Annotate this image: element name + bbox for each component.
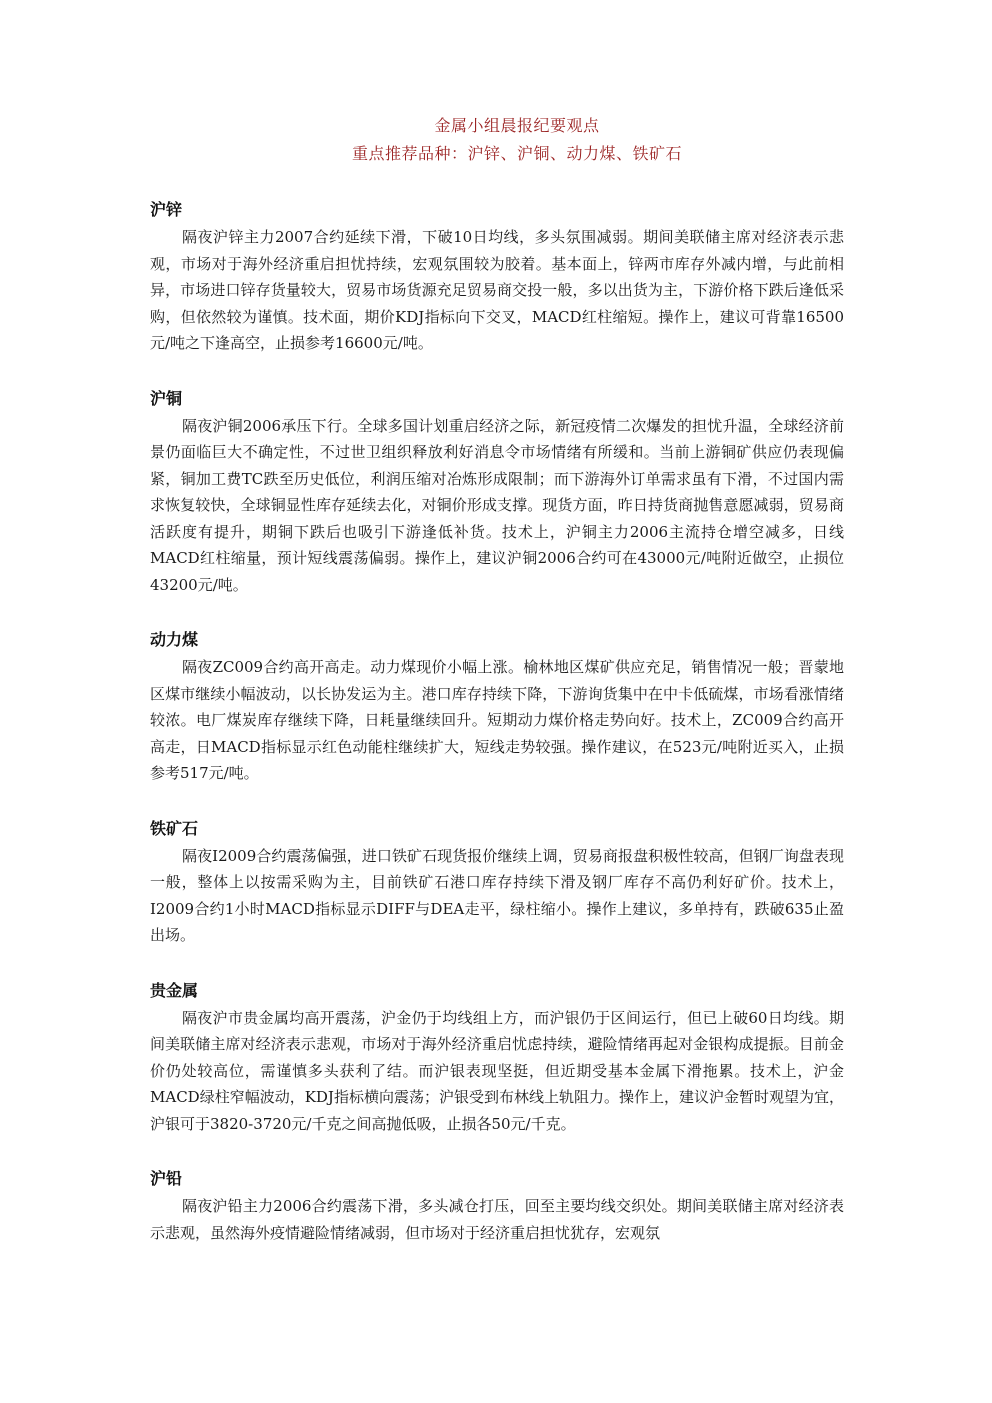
section-body: 隔夜沪铅主力2006合约震荡下滑，多头减仓打压，回至主要均线交织处。期间美联储主席对经济表示悲观，虽然海外疫情避险情绪减弱，但市场对于经济重启担忧犹存，宏观氛 — [150, 1197, 844, 1242]
section-copper — [150, 385, 844, 599]
section-thermal-coal — [150, 626, 844, 787]
section-title: 沪铅 — [150, 1169, 183, 1188]
section-title: 动力煤 — [150, 630, 199, 649]
section-body: 隔夜沪铜2006承压下行。全球多国计划重启经济之际，新冠疫情二次爆发的担忧升温，全球经济前景仍面临巨大不确定性，不过世卫组织释放利好消息令市场情绪有所缓和。当前上游铜矿供应仍表现偏紧，铜加工费TC跌至历史低位，利润压缩对冶炼形成限制；而下游海外订单需求虽有下滑，不过国内需求恢复较快，全球铜显性库存延续去化，对铜价形成支撑。现货方面，昨日持货商抛售意愿减弱，贸易商活跃度有提升，期铜下跌后也吸引下游逢低补货。技术上，沪铜主力2006主流持仓增空减多，日线MACD红柱缩量，预计短线震荡偏弱。操作上，建议沪铜2006合约可在43000元/吨附近做空，止损位43200元/吨。 — [150, 416, 844, 594]
section-precious-metals — [150, 977, 844, 1138]
section-body: 隔夜沪市贵金属均高开震荡，沪金仍于均线组上方，而沪银仍于区间运行，但已上破60日均线。期间美联储主席对经济表示悲观，市场对于海外经济重启忧虑持续，避险情绪再起对金银构成提振。目前金价仍处较高位，需谨慎多头获利了结。而沪银表现坚挺，但近期受基本金属下滑拖累。技术上，沪金MACD绿柱窄幅波动，KDJ指标横向震荡；沪银受到布林线上轨阻力。操作上，建议沪金暂时观望为宜，沪银可于3820-3720元/千克之间高抛低吸，止损各50元/千克。 — [150, 1008, 844, 1133]
section-title: 沪锌 — [150, 200, 183, 219]
section-title: 贵金属 — [150, 980, 199, 1000]
section-body: 隔夜I2009合约震荡偏强，进口铁矿石现货报价继续上调，贸易商报盘积极性较高，但钢厂询盘表现一般，整体上以按需采购为主，目前铁矿石港口库存持续下滑及钢厂库存不高仍利好矿价。技术上，I2009合约1小时MACD指标显示DIFF与DEA走平，绿柱缩小。操作上建议，多单持有，跌破635止盈出场。 — [150, 846, 844, 944]
report-header — [190, 112, 844, 168]
section-iron-ore — [150, 815, 844, 949]
section-lead — [150, 1165, 844, 1246]
document-page — [150, 112, 844, 1246]
report-title: 金属小组晨报纪要观点 — [434, 116, 600, 135]
section-body: 隔夜沪锌主力2007合约延续下滑，下破10日均线，多头氛围减弱。期间美联储主席对经济表示悲观，市场对于海外经济重启担忧持续，宏观氛围较为胶着。基本面上，锌两市库存外减内增，与此前相异，市场进口锌存货量较大，贸易市场货源充足贸易商交投一般，多以出货为主，下游价格下跌后逢低采购，但依然较为谨慎。技术面，期价KDJ指标向下交叉，MACD红柱缩短。操作上，建议可背靠16500元/吨之下逢高空，止损参考16600元/吨。 — [150, 228, 844, 352]
section-title: 沪铜 — [150, 388, 183, 408]
section-body: 隔夜ZC009合约高开高走。动力煤现价小幅上涨。榆林地区煤矿供应充足，销售情况一般；晋蒙地区煤市继续小幅波动，以长协发运为主。港口库存持续下降，下游询货集中在中卡低硫煤，市场看涨情绪较浓。电厂煤炭库存继续下降，日耗量继续回升。短期动力煤价格走势向好。技术上，ZC009合约高开高走，日MACD指标显示红色动能柱继续扩大，短线走势较强。操作建议，在523元/吨附近买入，止损参考517元/吨。 — [150, 658, 844, 782]
section-title: 铁矿石 — [150, 818, 199, 838]
section-zinc — [150, 196, 844, 357]
report-subtitle: 重点推荐品种：沪锌、沪铜、动力煤、铁矿石 — [351, 144, 682, 163]
